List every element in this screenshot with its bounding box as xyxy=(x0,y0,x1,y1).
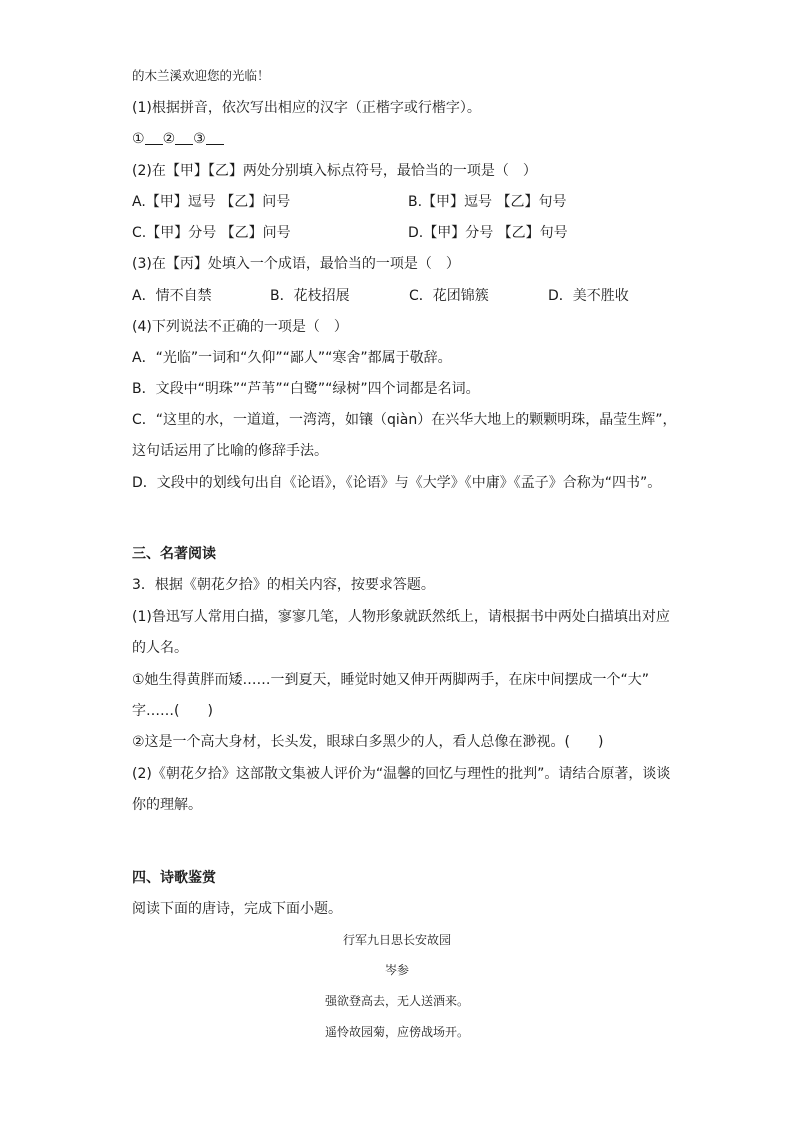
section-3-question: 3．根据《朝花夕拾》的相关内容，按要求答题。 xyxy=(132,577,435,593)
poem-line-2: 遥怜故园菊，应傍战场开。 xyxy=(324,1025,469,1039)
blank-number-2: ② xyxy=(162,131,176,147)
answer-blank-2 xyxy=(175,130,193,145)
answer-blank-1 xyxy=(145,130,163,145)
answer-blank-3 xyxy=(206,130,224,145)
question-3-option-c: C．花团锦簇 xyxy=(409,288,489,304)
question-2-option-d: D.【甲】分号 【乙】句号 xyxy=(408,225,568,241)
question-4-option-a: A．“光临”一词和“久仰”“鄙人”“寒舍”都属于敬辞。 xyxy=(132,350,452,366)
section-3-item-1-line-1: ①她生得黄胖而矮……一到夏天，睡觉时她又伸开两脚两手，在床中间摆成一个“大” xyxy=(132,672,650,688)
blank-number-1: ① xyxy=(132,131,145,147)
question-4-option-b: B．文段中“明珠”“芦苇”“白鹭”“绿树”四个词都是名词。 xyxy=(132,381,480,397)
poem-line-1: 强欲登高去，无人送酒来。 xyxy=(324,994,469,1008)
section-3-heading: 三、名著阅读 xyxy=(132,546,216,562)
section-3-part-1-line-2: 的人名。 xyxy=(132,640,188,656)
section-3-item-2: ②这是一个高大身材，长头发，眼球白多黑少的人，看人总像在渺视。( ) xyxy=(132,734,604,750)
section-3-part-2-line-1: (2)《朝花夕拾》这部散文集被人评价为“温馨的回忆与理性的批判”。请结合原著，谈谈 xyxy=(132,766,671,782)
question-2-text: (2)在【甲】【乙】两处分别填入标点符号，最恰当的一项是（ ） xyxy=(132,163,537,179)
question-1-text: (1)根据拼音，依次写出相应的汉字（正楷字或行楷字）。 xyxy=(132,100,481,116)
blank-number-3: ③ xyxy=(193,131,206,147)
section-4-question: 阅读下面的唐诗，完成下面小题。 xyxy=(132,901,342,917)
question-3-option-d: D．美不胜收 xyxy=(548,288,629,304)
poem-author: 岑参 xyxy=(384,963,409,977)
section-3-part-2-line-2: 你的理解。 xyxy=(132,797,202,813)
section-3-item-1-line-2: 字……( ) xyxy=(132,703,213,719)
question-2-option-c: C.【甲】分号 【乙】问号 xyxy=(132,225,291,241)
section-4-heading: 四、诗歌鉴赏 xyxy=(132,870,216,886)
poem-title: 行军九日思长安故园 xyxy=(342,933,451,947)
question-2-option-b: B.【甲】逗号 【乙】句号 xyxy=(408,194,567,210)
question-4-option-c-line-1: C．“这里的水，一道道，一湾湾，如镶（qiàn）在兴华大地上的颗颗明珠，晶莹生辉”， xyxy=(132,412,677,428)
question-3-option-a: A．情不自禁 xyxy=(132,288,212,304)
question-3-option-b: B．花枝招展 xyxy=(270,288,350,304)
question-4-option-c-line-2: 这句话运用了比喻的修辞手法。 xyxy=(132,443,328,459)
question-1-blanks xyxy=(132,130,224,148)
question-3-text: (3)在【丙】处填入一个成语，最恰当的一项是（ ） xyxy=(132,256,460,272)
question-2-option-a: A.【甲】逗号 【乙】问号 xyxy=(132,194,291,210)
intro-line: 的木兰溪欢迎您的光临！ xyxy=(132,68,270,83)
question-4-option-d: D．文段中的划线句出自《论语》，《论语》与《大学》《中庸》《孟子》合称为“四书”。 xyxy=(132,475,662,491)
section-3-part-1-line-1: (1)鲁迅写人常用白描，寥寥几笔，人物形象就跃然纸上，请根据书中两处白描填出对应 xyxy=(132,609,670,625)
question-4-text: (4)下列说法不正确的一项是（ ） xyxy=(132,319,348,335)
